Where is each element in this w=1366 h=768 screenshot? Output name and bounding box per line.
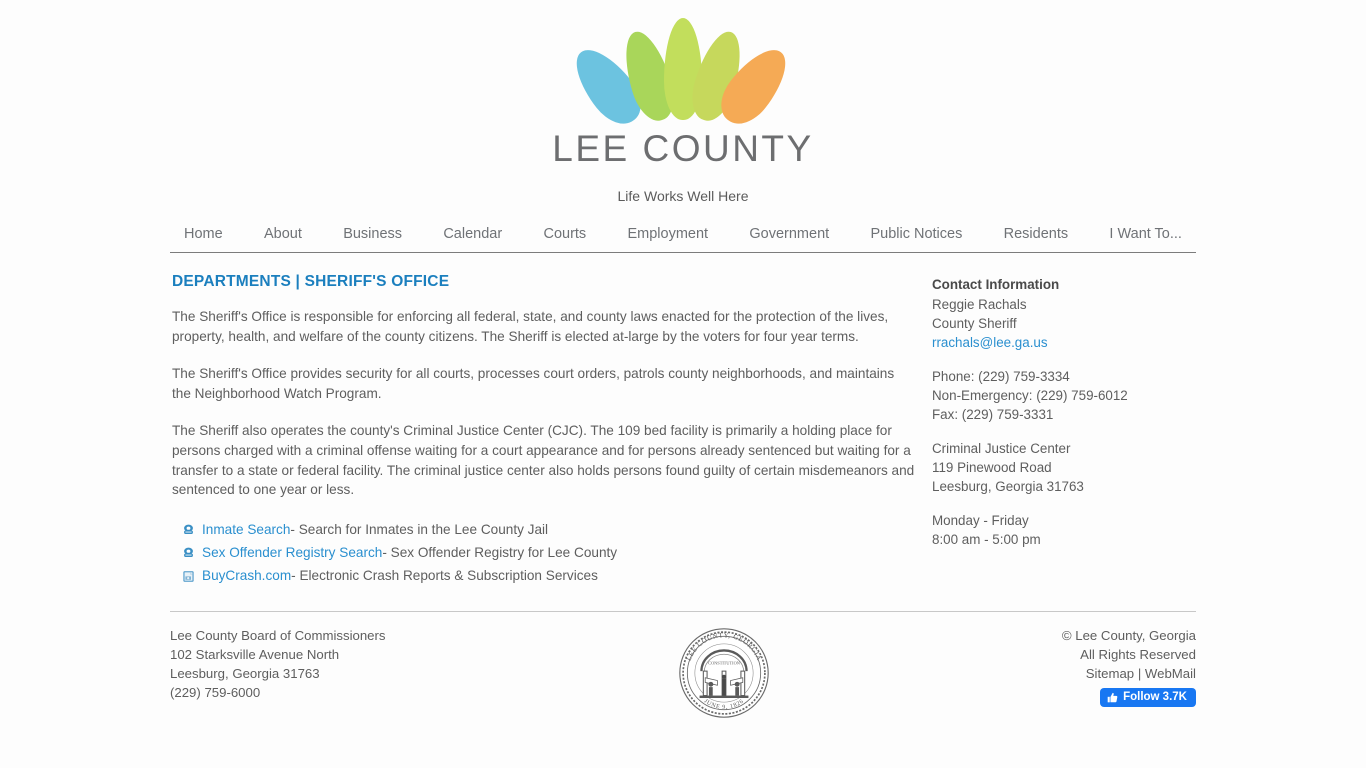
nav-item-i-want-to[interactable]: I Want To... [1109, 226, 1182, 242]
link-inmate-search[interactable]: Inmate Search [202, 521, 291, 537]
office-hours-days: Monday - Friday [932, 513, 1029, 528]
content-column [170, 273, 932, 589]
thumbs-up-icon [1107, 692, 1118, 703]
link-sex-offender-registry-description: - Sex Offender Registry for Lee County [382, 544, 618, 560]
footer-city-state-zip: Leesburg, Georgia 31763 [170, 665, 320, 681]
link-buycrash-description: - Electronic Crash Reports & Subscription Services [291, 567, 598, 583]
footer-link-separator: | [1137, 665, 1142, 681]
body-paragraph-2: The Sheriff's Office provides security for all courts, processes court orders, patrols county neighborhoods, and maintains the Neighborhood Watch Program. [172, 366, 895, 401]
footer-rights: All Rights Reserved [1080, 646, 1196, 662]
nav-item-business[interactable]: Business [343, 226, 403, 242]
body-paragraph-1: The Sheriff's Office is responsible for enforcing all federal, state, and county laws enacted for the protection of the lives, property, health, and welfare of the county citizens. The Sheriff is elected at-large by the voters for four year terms. [172, 309, 889, 344]
footer-copyright: © Lee County, Georgia [1061, 627, 1196, 643]
link-row-sex-offender-registry [182, 543, 916, 562]
svg-text:CONSTITUTION: CONSTITUTION [707, 660, 740, 666]
lee-county-leaf-logo-icon [598, 12, 768, 120]
link-buycrash[interactable]: BuyCrash.com [202, 567, 292, 583]
contact-information-heading: Contact Information [932, 277, 1060, 292]
office-hours-time: 8:00 am - 5:00 pm [932, 532, 1041, 547]
nav-item-employment[interactable]: Employment [627, 226, 709, 242]
nav-item-calendar[interactable]: Calendar [443, 226, 503, 242]
phone-block [932, 367, 1196, 424]
nav-item-home[interactable]: Home [184, 226, 223, 242]
site-tagline: Life Works Well Here [617, 188, 749, 204]
site-footer [170, 612, 1196, 720]
footer-sitemap-link[interactable]: Sitemap [1085, 665, 1135, 681]
svg-text:LEE COUNTY, GEORGIA: LEE COUNTY, GEORGIA [684, 630, 763, 662]
nav-item-about[interactable]: About [263, 226, 302, 242]
nav-item-courts[interactable]: Courts [543, 226, 587, 242]
contact-phone: Phone: (229) 759-3334 [932, 369, 1070, 384]
facebook-follow-button[interactable] [1100, 688, 1196, 707]
footer-phone: (229) 759-6000 [170, 684, 261, 700]
nav-item-government[interactable]: Government [749, 226, 830, 242]
contact-non-emergency: Non-Emergency: (229) 759-6012 [932, 388, 1128, 403]
nav-item-residents[interactable]: Residents [1003, 226, 1069, 242]
main-content-area [170, 253, 1196, 589]
office-hours-block [932, 511, 1196, 549]
body-paragraph-3: The Sheriff also operates the county's Criminal Justice Center (CJC). The 109 bed facility is primarily a holding place for persons charged with a criminal offense waiting for a court appearance and for persons already sentenced but waiting for a transfer to a state or federal facility. The criminal justice center also holds persons found guilty of certain misdemeanors and sentenced to one year or less. [172, 423, 915, 498]
footer-street: 102 Starksville Avenue North [170, 646, 340, 662]
footer-org-name: Lee County Board of Commissioners [170, 627, 386, 643]
nav-item-public-notices[interactable]: Public Notices [870, 226, 963, 242]
svg-text:JUNE 9, 1826: JUNE 9, 1826 [702, 698, 745, 711]
footer-address-block [170, 626, 386, 720]
badge-link-icon [182, 546, 195, 559]
site-header [0, 0, 1366, 204]
contact-email-link[interactable]: rrachals@lee.ga.us [932, 335, 1048, 350]
resource-links-list [182, 520, 916, 585]
badge-link-icon [182, 523, 195, 536]
contact-role: County Sheriff [932, 316, 1017, 331]
contact-sidebar [932, 273, 1196, 589]
link-row-inmate-search [182, 520, 916, 539]
contact-name: Reggie Rachals [932, 297, 1027, 312]
contact-fax: Fax: (229) 759-3331 [932, 407, 1054, 422]
footer-links-row [1062, 664, 1196, 683]
facility-city-state-zip: Leesburg, Georgia 31763 [932, 479, 1084, 494]
facility-address-block [932, 439, 1196, 496]
footer-webmail-link[interactable]: WebMail [1144, 665, 1196, 681]
facility-street: 119 Pinewood Road [932, 460, 1052, 475]
footer-legal-block [1062, 626, 1196, 720]
document-page-icon [182, 569, 195, 582]
facility-name: Criminal Justice Center [932, 441, 1071, 456]
link-sex-offender-registry-search[interactable]: Sex Offender Registry Search [202, 544, 383, 560]
page-title: DEPARTMENTS | SHERIFF'S OFFICE [172, 273, 450, 290]
main-navigation [170, 226, 1196, 253]
county-seal-icon [677, 626, 771, 720]
link-row-buycrash [182, 566, 916, 585]
logo-wordmark: LEE COUNTY [552, 128, 814, 169]
link-inmate-search-description: - Search for Inmates in the Lee County Jail [290, 521, 549, 537]
facebook-follow-label: Follow 3.7K [1123, 690, 1187, 703]
county-seal-container [664, 626, 784, 720]
